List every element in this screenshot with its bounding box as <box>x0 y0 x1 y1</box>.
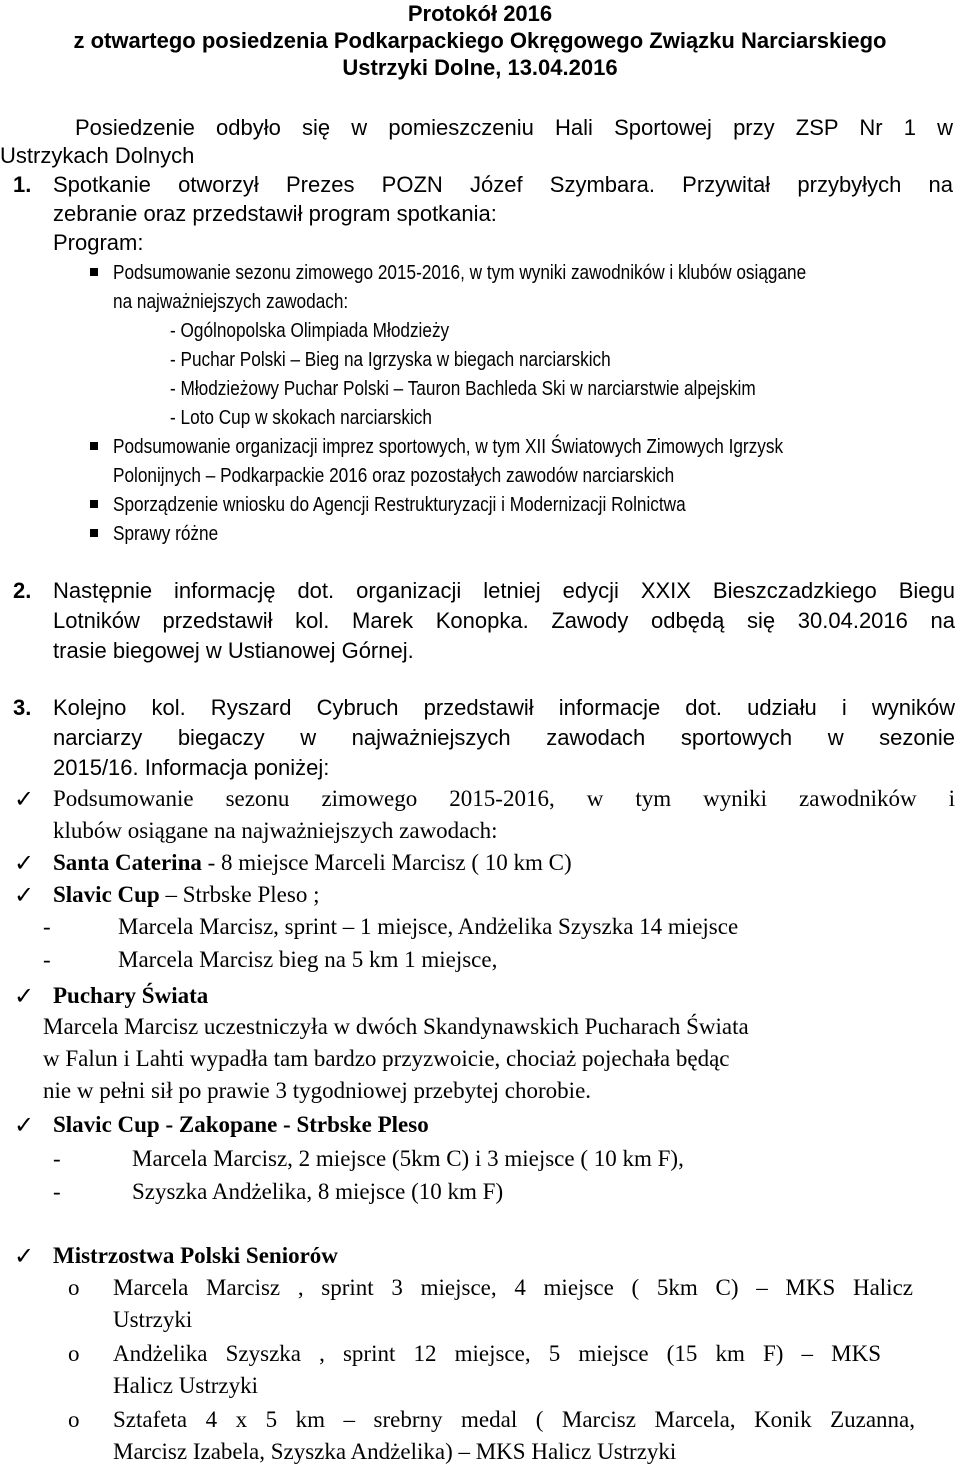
program-label: Program: <box>53 230 144 255</box>
square-bullet-icon <box>90 500 98 508</box>
result-6-event: Mistrzostwa Polski Seniorów <box>53 1243 338 1268</box>
document-title: Protokół 2016 <box>407 1 553 26</box>
point-1-line-2: zebranie oraz przedstawił program spotkania: <box>53 201 497 226</box>
result-4-line-1: Marcela Marcisz uczestniczyła w dwóch Skandynawskich Pucharach Świata <box>43 1014 749 1039</box>
result-6-item-3-line-2: Marcisz Izabela, Szyszka Andżelika) – MKS Halicz Ustrzyki <box>113 1439 677 1464</box>
point-2-number: 2. <box>13 578 32 603</box>
document-place-date: Ustrzyki Dolne, 13.04.2016 <box>342 55 618 80</box>
result-3-dash-1: - <box>43 914 51 939</box>
result-3 <box>53 881 319 909</box>
result-3-item-1: Marcela Marcisz, sprint – 1 miejsce, Andżelika Szyszka 14 miejsce <box>118 914 739 939</box>
point-1-line-1: Spotkanie otworzył Prezes POZN Józef Szymbara. Przywitał przybyłych na <box>53 172 953 197</box>
program-item-2-line-2: Polonijnych – Podkarpackie 2016 oraz pozostałych zawodów narciarskich <box>113 465 675 487</box>
program-item-3: Sporządzenie wniosku do Agencji Restrukturyzacji i Modernizacji Rolnictwa <box>113 494 686 516</box>
result-6-item-1-line-1: Marcela Marcisz , sprint 3 miejsce, 4 miejsce ( 5km C) – MKS Halicz <box>113 1275 913 1300</box>
result-6-item-2-line-1: Andżelika Szyszka , sprint 12 miejsce, 5 miejsce (15 km F) – MKS <box>113 1341 881 1366</box>
result-4-line-2: w Falun i Lahti wypadła tam bardzo przyzwoicie, chociaż pojechała będąc <box>43 1046 730 1071</box>
result-2-event: Santa Caterina <box>53 850 202 875</box>
point-3-line-1: Kolejno kol. Ryszard Cybruch przedstawił informacje dot. udziału i wyników <box>53 695 955 720</box>
program-subitem-3: - Młodzieżowy Puchar Polski – Tauron Bachleda Ski w narciarstwie alpejskim <box>170 378 756 400</box>
square-bullet-icon <box>90 442 98 450</box>
result-1-line-1: Podsumowanie sezonu zimowego 2015-2016, w tym wyniki zawodników i <box>53 786 955 811</box>
square-bullet-icon <box>90 268 98 276</box>
circle-bullet-icon: o <box>68 1407 80 1432</box>
checkmark-icon: ✓ <box>14 1111 35 1139</box>
checkmark-icon: ✓ <box>14 785 35 813</box>
program-item-1-line-1: Podsumowanie sezonu zimowego 2015-2016, w tym wyniki zawodników i klubów osiągane <box>113 262 807 284</box>
point-3-number: 3. <box>13 695 32 720</box>
program-item-4: Sprawy różne <box>113 523 219 545</box>
circle-bullet-icon: o <box>68 1341 80 1366</box>
intro-line-1: Posiedzenie odbyło się w pomieszczeniu Hali Sportowej przy ZSP Nr 1 w <box>75 115 953 140</box>
program-subitem-4: - Loto Cup w skokach narciarskich <box>170 407 432 429</box>
result-3-detail: – Strbske Pleso ; <box>159 882 320 907</box>
square-bullet-icon <box>90 529 98 537</box>
point-2-line-1: Następnie informację dot. organizacji letniej edycji XXIX Bieszczadzkiego Biegu <box>53 578 955 603</box>
result-6-item-1-line-2: Ustrzyki <box>113 1307 193 1332</box>
checkmark-icon: ✓ <box>14 881 35 909</box>
result-5-item-1: Marcela Marcisz, 2 miejsce (5km C) i 3 miejsce ( 10 km F), <box>132 1146 684 1171</box>
result-1-line-2: klubów osiągane na najważniejszych zawodach: <box>53 818 498 843</box>
result-5-dash-2: - <box>53 1179 61 1204</box>
checkmark-icon: ✓ <box>14 1242 35 1270</box>
point-1-number: 1. <box>13 172 32 197</box>
checkmark-icon: ✓ <box>14 982 35 1010</box>
point-3-line-3: 2015/16. Informacja poniżej: <box>53 755 330 780</box>
program-item-1-line-2: na najważniejszych zawodach: <box>113 291 349 313</box>
result-4-event: Puchary Świata <box>53 983 209 1008</box>
result-3-item-2: Marcela Marcisz bieg na 5 km 1 miejsce, <box>118 947 498 972</box>
program-subitem-1: - Ogólnopolska Olimpiada Młodzieży <box>170 320 450 342</box>
program-subitem-2: - Puchar Polski – Bieg na Igrzyska w biegach narciarskich <box>170 349 611 371</box>
program-item-2-line-1: Podsumowanie organizacji imprez sportowych, w tym XII Światowych Zimowych Igrzysk <box>113 436 784 458</box>
result-3-dash-2: - <box>43 947 51 972</box>
result-4-line-3: nie w pełni sił po prawie 3 tygodniowej przebytej chorobie. <box>43 1078 592 1103</box>
result-2 <box>53 849 572 877</box>
circle-bullet-icon: o <box>68 1275 80 1300</box>
result-5-event: Slavic Cup - Zakopane - Strbske Pleso <box>53 1112 429 1137</box>
result-6-item-2-line-2: Halicz Ustrzyki <box>113 1373 258 1398</box>
result-2-detail: - 8 miejsce Marceli Marcisz ( 10 km C) <box>201 850 572 875</box>
point-3-line-2: narciarzy biegaczy w najważniejszych zawodach sportowych w sezonie <box>53 725 955 750</box>
result-3-event: Slavic Cup <box>53 882 160 907</box>
intro-line-2: Ustrzykach Dolnych <box>0 143 195 168</box>
point-2-line-3: trasie biegowej w Ustianowej Górnej. <box>53 638 414 663</box>
result-5-item-2: Szyszka Andżelika, 8 miejsce (10 km F) <box>132 1179 504 1204</box>
result-6-item-3-line-1: Sztafeta 4 x 5 km – srebrny medal ( Marcisz Marcela, Konik Zuzanna, <box>113 1407 915 1432</box>
document-subtitle: z otwartego posiedzenia Podkarpackiego Okręgowego Związku Narciarskiego <box>73 28 887 53</box>
checkmark-icon: ✓ <box>14 849 35 877</box>
result-5-dash-1: - <box>53 1146 61 1171</box>
point-2-line-2: Lotników przedstawił kol. Marek Konopka. Zawody odbędą się 30.04.2016 na <box>53 608 955 633</box>
